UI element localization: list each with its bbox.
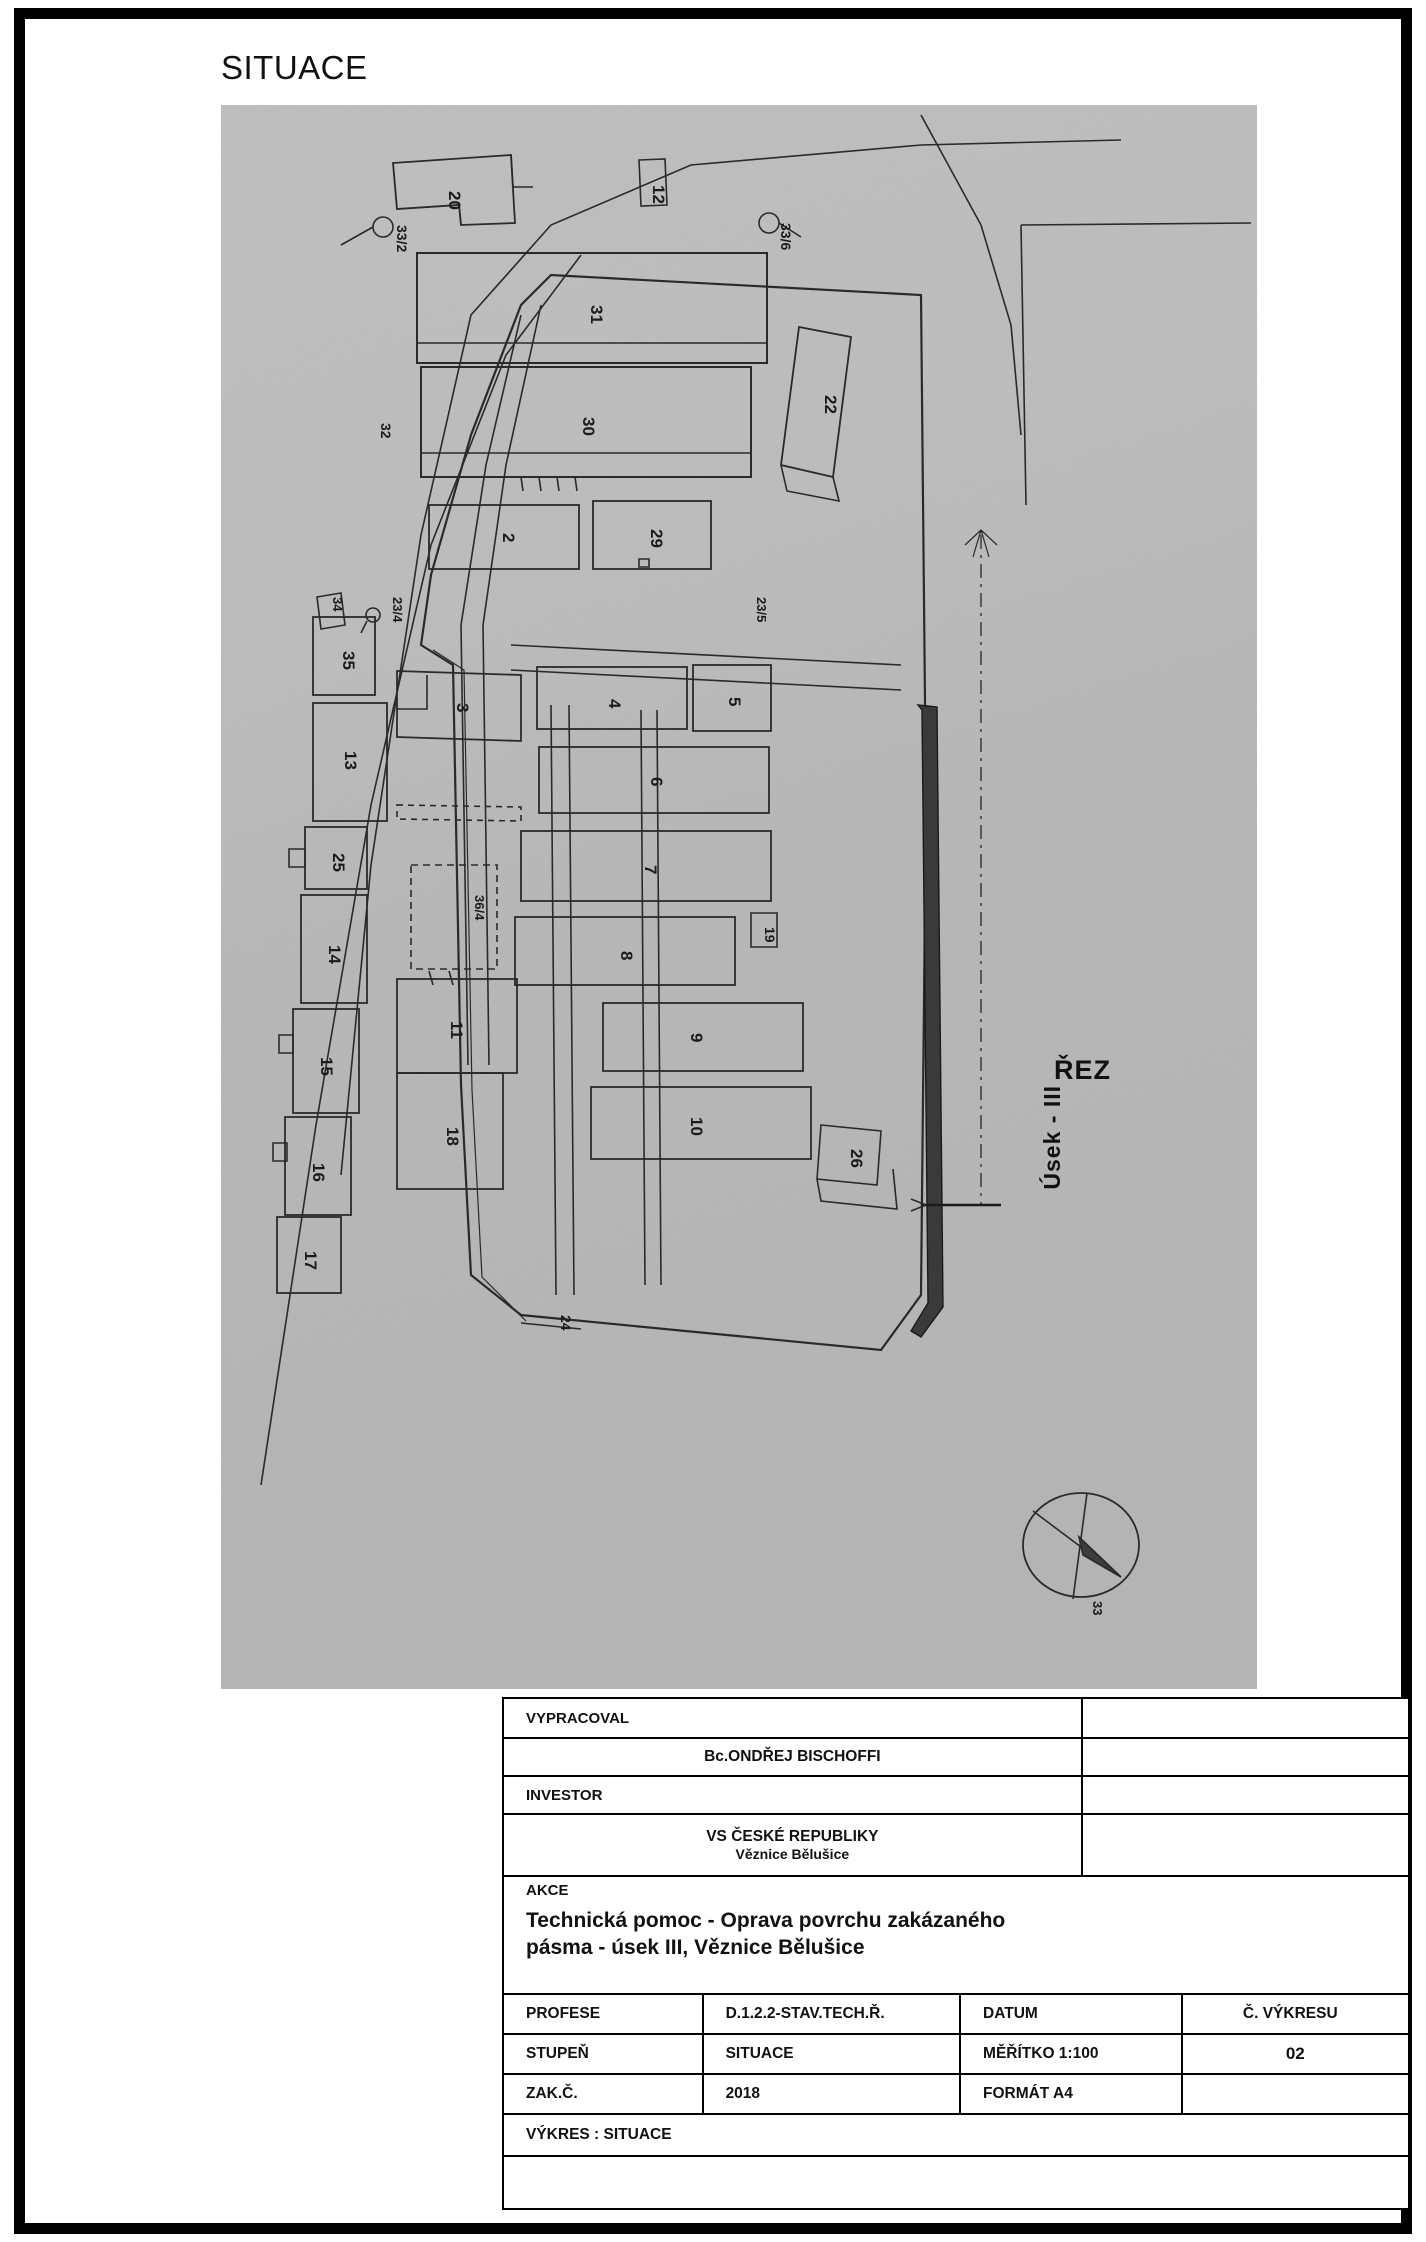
svg-text:10: 10 [687,1117,706,1136]
row-zakc [504,2075,1408,2115]
title-block-blank-right-4 [1083,1815,1408,1875]
drawing-sheet-frame [14,8,1412,2234]
site-plan-image [221,105,1257,1689]
svg-text:3: 3 [453,703,472,713]
zakc-value: 2018 [704,2075,961,2113]
svg-text:2: 2 [499,533,518,543]
svg-text:15: 15 [317,1057,336,1076]
svg-text:33: 33 [1090,1601,1105,1616]
cislo-vykresu-spacer [1183,2075,1409,2113]
svg-text:8: 8 [617,951,636,961]
title-block-top [504,1699,1408,1877]
profese-value: D.1.2.2-STAV.TECH.Ř. [704,1995,961,2033]
svg-text:18: 18 [443,1127,462,1146]
svg-text:20: 20 [445,191,464,210]
row-vykres [504,2115,1408,2157]
section-label-rez: ŘEZ [1054,1055,1111,1085]
sheet-edge-tick [14,1159,25,1163]
svg-text:23/4: 23/4 [390,597,405,623]
vykres-label: VÝKRES : SITUACE [526,2126,672,2143]
svg-text:25: 25 [329,853,348,872]
svg-text:33/6: 33/6 [778,223,794,251]
cislo-vykresu-value: 02 [1285,2044,1305,2063]
title-block [502,1697,1410,2210]
akce-block [504,1877,1408,1995]
investor-label: INVESTOR [504,1777,1083,1813]
svg-text:26: 26 [847,1149,866,1168]
drawing-sheet [25,19,1401,2223]
svg-text:34: 34 [330,597,345,612]
svg-text:36/4: 36/4 [472,895,487,921]
svg-text:11: 11 [447,1021,466,1039]
svg-text:32: 32 [378,423,394,439]
stupen-value: SITUACE [704,2035,961,2073]
svg-text:16: 16 [309,1163,328,1182]
title-block-blank-right-3 [1083,1777,1408,1813]
page-title: SITUACE [221,49,368,86]
meritko-label: MĚŘÍTKO 1:100 [961,2035,1183,2073]
svg-text:30: 30 [579,417,598,436]
title-block-blank-right-2 [1083,1739,1408,1775]
svg-text:19: 19 [762,927,778,943]
svg-text:5: 5 [725,697,744,707]
row-investor-value [504,1815,1408,1877]
svg-text:9: 9 [687,1033,706,1043]
vypracoval-value: Bc.ONDŘEJ BISCHOFFI [504,1739,1083,1775]
cislo-vykresu-label: Č. VÝKRESU [1242,2005,1338,2022]
svg-text:13: 13 [341,751,360,770]
akce-text [504,1899,1408,1962]
format-label: FORMÁT A4 [961,2075,1183,2113]
svg-text:7: 7 [641,865,660,875]
investor-value-line1: VS ČESKÉ REPUBLIKY [706,1827,879,1845]
title-block-grid [504,1995,1408,2212]
title-block-blank-right [1083,1699,1408,1737]
akce-line2: pásma - úsek III, Věznice Bělušice [526,1936,865,1960]
svg-text:35: 35 [339,651,358,670]
row-profese [504,1995,1408,2035]
profese-label: PROFESE [504,1995,704,2033]
svg-text:31: 31 [587,305,606,324]
section-axis-label: Úsek - III [1039,1085,1065,1190]
akce-label: AKCE [526,1882,569,1899]
svg-text:24: 24 [558,1315,574,1331]
row-stupen [504,2035,1408,2075]
title-block-bottom-blank [504,2157,1408,2209]
row-investor [504,1777,1408,1815]
investor-value [504,1815,1083,1875]
akce-line1: Technická pomoc - Oprava povrchu zakázaného [526,1909,1006,1932]
datum-label: DATUM [961,1995,1183,2033]
stupen-label: STUPEŇ [504,2035,704,2073]
svg-text:33/2: 33/2 [394,225,410,253]
zakc-label: ZAK.Č. [504,2075,704,2113]
svg-text:6: 6 [647,777,666,787]
svg-text:22: 22 [821,395,840,414]
row-vypracoval [504,1699,1408,1739]
svg-text:4: 4 [605,699,624,709]
investor-value-line2: Věznice Bělušice [735,1845,850,1862]
vypracoval-label: VYPRACOVAL [504,1699,1083,1737]
svg-text:29: 29 [647,529,666,548]
row-vypracoval-value [504,1739,1408,1777]
svg-text:12: 12 [649,185,668,204]
svg-text:23/5: 23/5 [754,597,769,623]
svg-text:14: 14 [325,945,344,964]
svg-text:17: 17 [301,1251,320,1270]
